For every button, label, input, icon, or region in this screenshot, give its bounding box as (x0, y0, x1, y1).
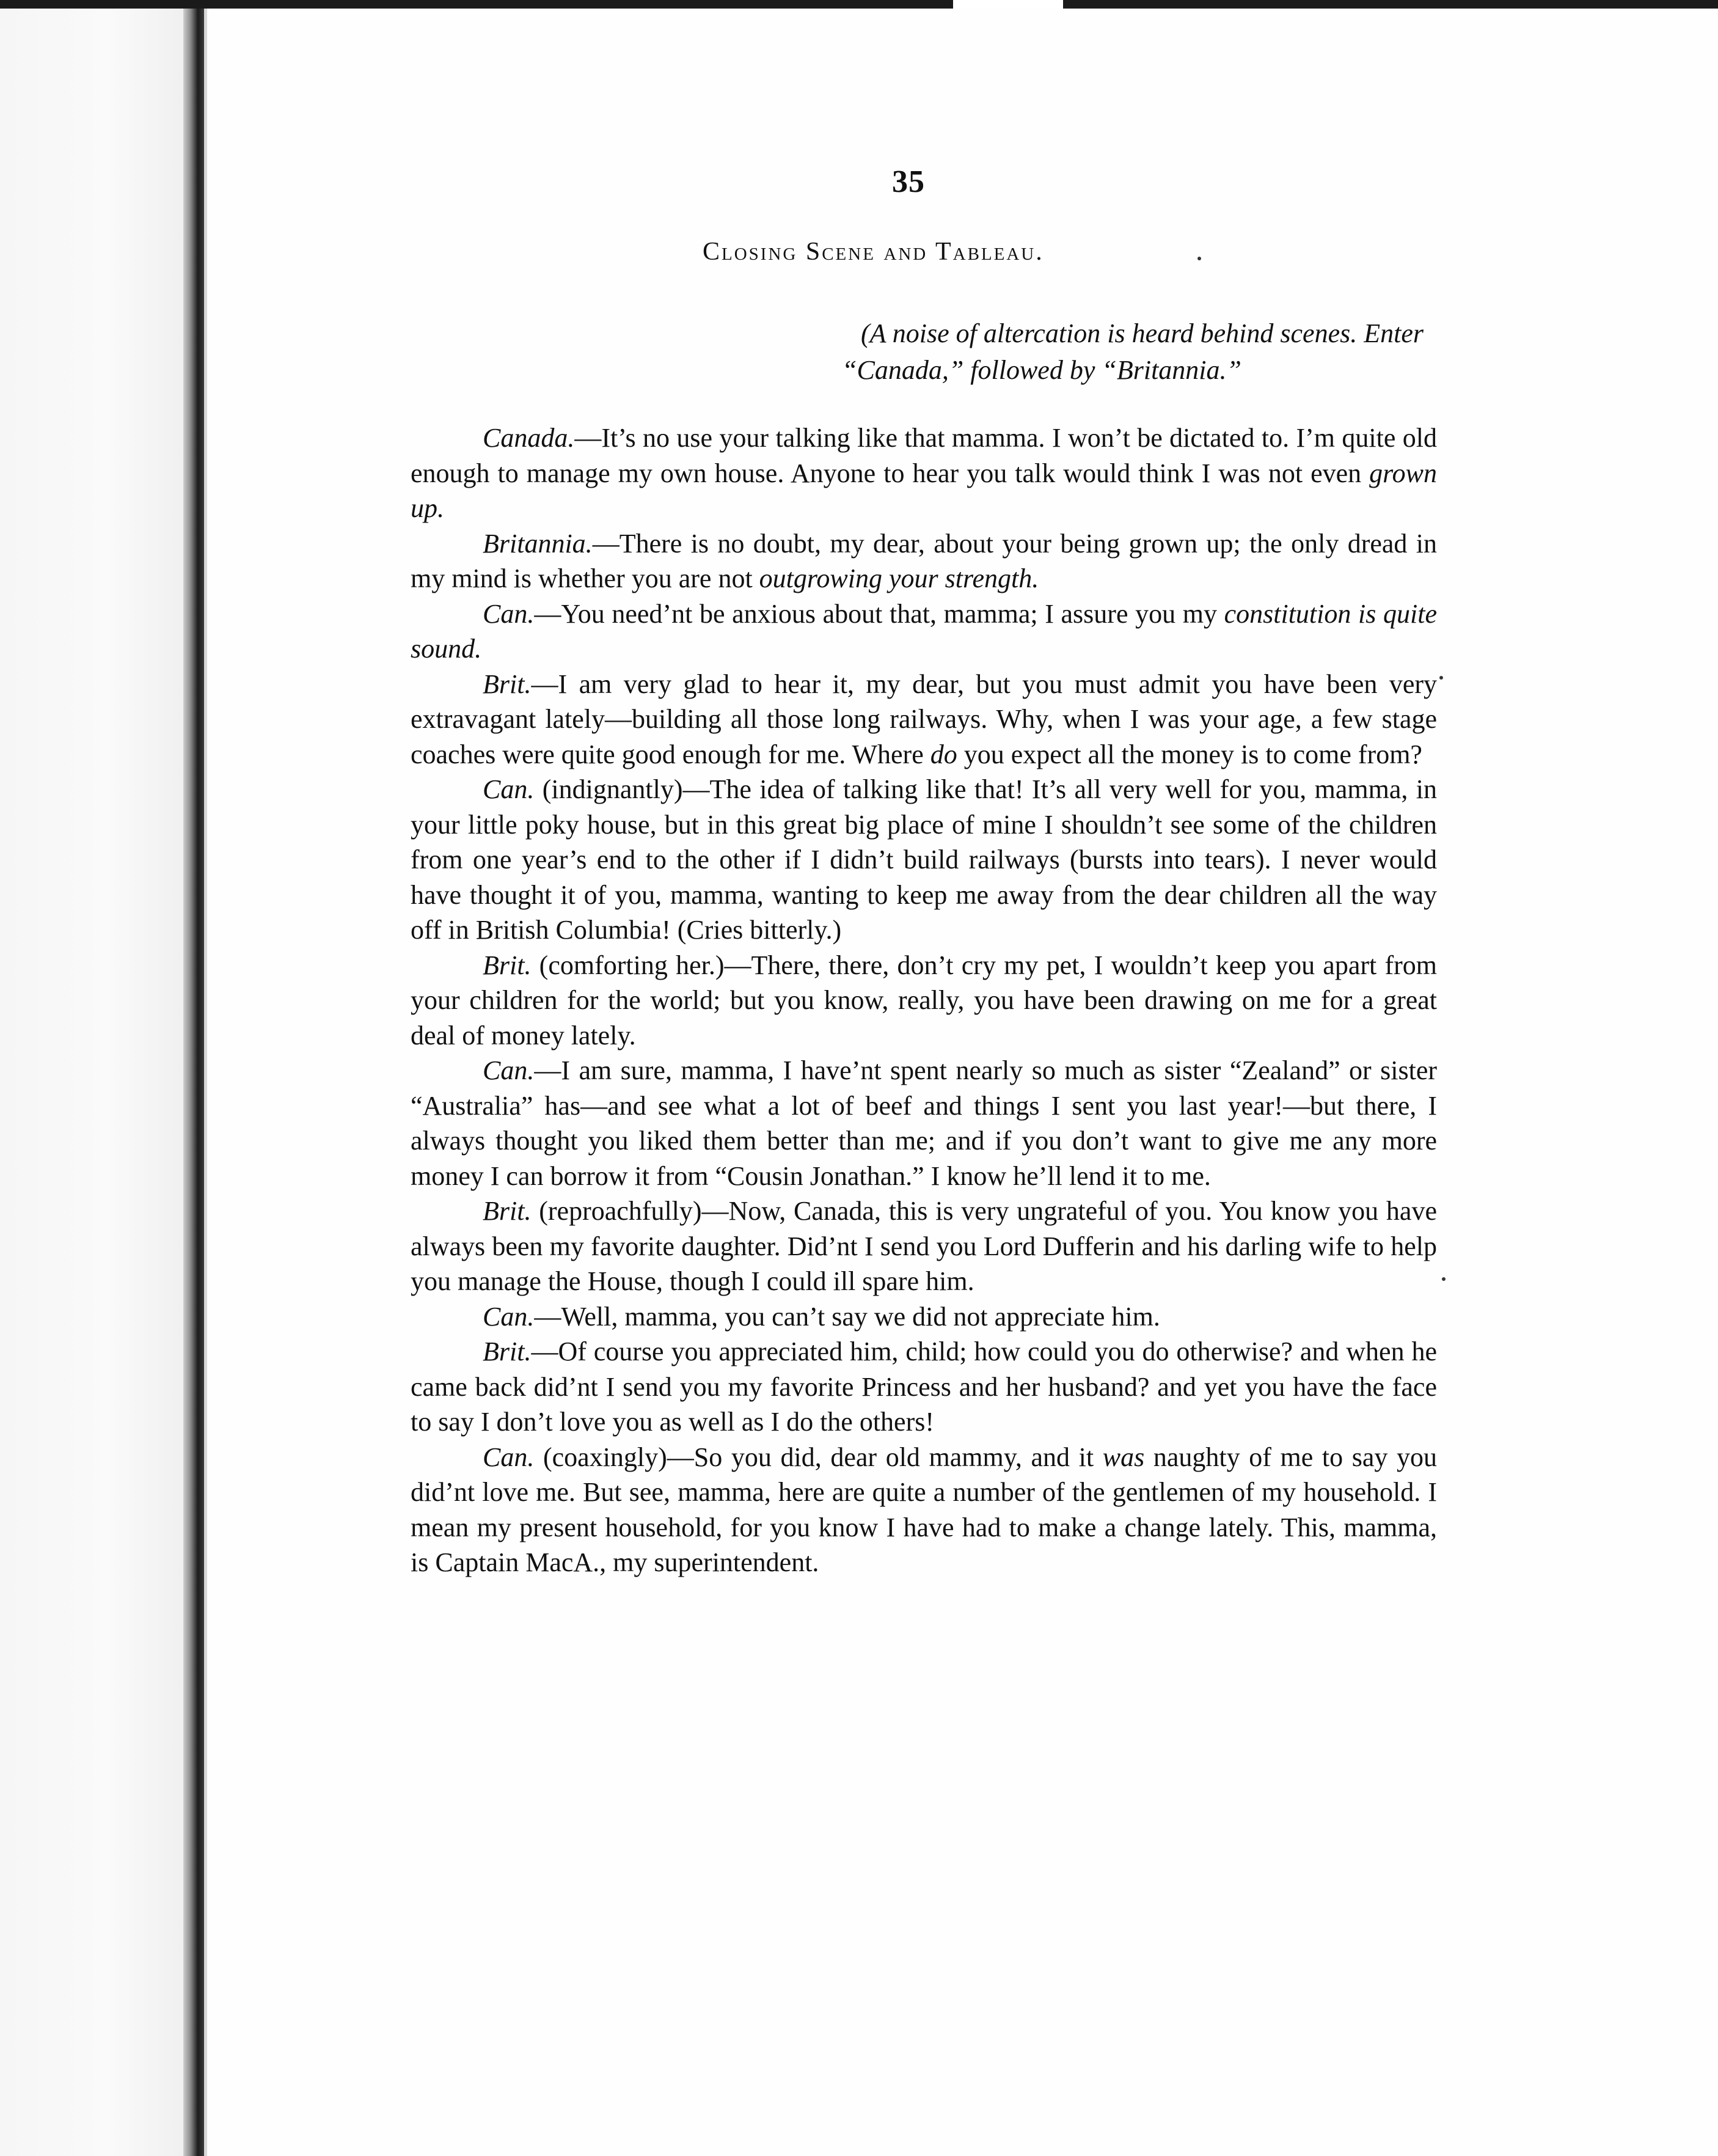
dialogue-text: —There is no doubt, my dear, about your being grown up; the only dread in my mind is whether you are not (411, 528, 1437, 593)
emphasized-text: outgrowing your strength. (759, 563, 1039, 593)
dialogue-text: (indignantly)—The idea of talking like that! It’s all very well for you, mamma, in your little poky house, but in this great big place of mine I shouldn’t see some of the children from one year’s end to the other if I didn’t build railways (bursts into tears). I never would have thought it of you, mamma, wanting to keep me away from the dear children all the way off in British Columbia! (Cries bitterly.) (411, 774, 1437, 945)
dialogue-text: —Of course you appreciated him, child; how could you do otherwise? and when he came back did’nt I send you my favorite Princess and her husband? and yet you have the face to say I don’t love you as well as I do the others! (411, 1336, 1437, 1437)
speaker-name: Brit. (483, 950, 532, 980)
dialogue-paragraph (411, 1440, 1437, 1580)
left-page-edge (0, 9, 183, 2156)
scan-speck (1442, 1277, 1446, 1281)
dialogue-paragraph (411, 1334, 1437, 1440)
speaker-name: Brit. (483, 1196, 532, 1226)
speaker-name: Can. (483, 774, 535, 804)
dialogue-paragraph (411, 1299, 1437, 1335)
speaker-name: Can. (483, 1055, 535, 1085)
dialogue-text: (comforting her.)—There, there, don’t cry my pet, I wouldn’t keep you apart from your children for the world; but you know, really, you have been drawing on me for a great deal of money lately. (411, 950, 1437, 1050)
scan-top-border-gap (953, 0, 1063, 9)
speaker-name: Can. (483, 598, 535, 629)
dialogue-paragraph (411, 596, 1437, 667)
dialogue-paragraph (411, 1194, 1437, 1299)
page-number: 35 (892, 164, 925, 199)
dialogue-paragraph (411, 526, 1437, 596)
stage-direction (696, 315, 1424, 389)
speaker-name: Can. (483, 1301, 535, 1332)
speaker-name: Brit. (483, 669, 532, 699)
scene-heading: Closing Scene and Tableau. (703, 238, 1044, 266)
speaker-name: Brit. (483, 1336, 532, 1366)
dialogue-text: you expect all the money is to come from? (957, 739, 1422, 769)
book-gutter (183, 9, 204, 2156)
dialogue-text: —I am sure, mamma, I have’nt spent nearly so much as sister “Zealand” or sister “Australia” has—and see what a lot of beef and things I sent you last year!—but there, I always thought you liked them better than me; and if you don’t want to give me any more money I can borrow it from “Cousin Jonathan.” I know he’ll lend it to me. (411, 1055, 1437, 1191)
scan-speck (1439, 676, 1443, 680)
stage-direction-line-1: (A noise of altercation is heard behind scenes. Enter (861, 318, 1424, 348)
dialogue-body (411, 420, 1437, 1580)
speaker-name: Can. (483, 1442, 535, 1472)
dialogue-paragraph (411, 420, 1437, 526)
scan-top-border (0, 0, 1718, 9)
speaker-name: Canada. (483, 423, 575, 453)
dialogue-text: —It’s no use your talking like that mamma. I won’t be dictated to. I’m quite old enough to manage my own house. Anyone to hear you talk would think I was not even (411, 423, 1437, 488)
dialogue-text: (reproachfully)—Now, Canada, this is very ungrateful of you. You know you have always been my favorite daughter. Did’nt I send you Lord Dufferin and his darling wife to help you manage the House, though I could ill spare him. (411, 1196, 1437, 1296)
emphasized-text: do (930, 739, 957, 769)
dialogue-text: (coaxingly)—So you did, dear old mammy, and it (534, 1442, 1103, 1472)
dialogue-text: naughty of me to say you did’nt love me. But see, mamma, here are quite a number of the gentlemen of my household. I mean my present household, for you know I have had to make a change lately. This, mamma, is Captain MacA., my superintendent. (411, 1442, 1437, 1577)
dialogue-paragraph (411, 1053, 1437, 1194)
emphasized-text: was (1102, 1442, 1145, 1472)
dialogue-paragraph (411, 948, 1437, 1054)
dialogue-paragraph (411, 667, 1437, 772)
dialogue-text: —I am very glad to hear it, my dear, but you must admit you have been very extravagant lately—building all those long railways. Why, when I was your age, a few stage coaches were quite good enough for me. Where (411, 669, 1437, 769)
emphasized-text: constitution is quite sound. (411, 598, 1437, 664)
dialogue-text: —Well, mamma, you can’t say we did not appreciate him. (534, 1301, 1160, 1332)
emphasized-text: grown up. (411, 458, 1437, 523)
stage-direction-line-2: “Canada,” followed by “Britannia.” (842, 355, 1241, 385)
dialogue-text: —You need’nt be anxious about that, mamma; I assure you my (534, 598, 1224, 629)
speaker-name: Britannia. (483, 528, 593, 559)
scan-speck (1197, 257, 1201, 260)
dialogue-paragraph (411, 772, 1437, 948)
